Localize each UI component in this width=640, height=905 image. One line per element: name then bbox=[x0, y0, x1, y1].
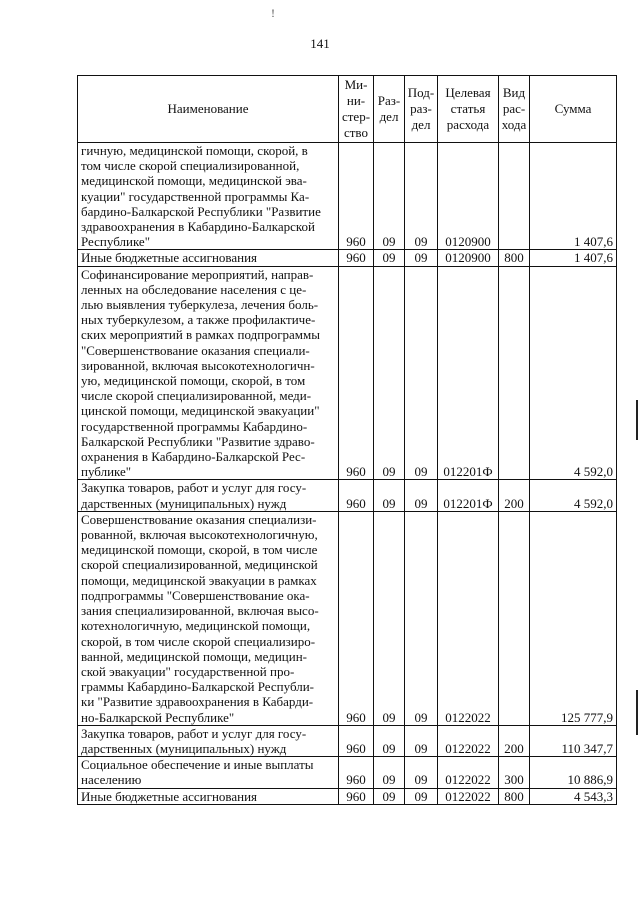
row-target-article: 0122022 bbox=[438, 725, 499, 756]
row-name-line: Республике" bbox=[81, 234, 151, 250]
row-name bbox=[78, 788, 339, 804]
row-name-line: публике" bbox=[81, 464, 132, 480]
row-name-line: ки "Развитие здравоохранения в Кабарди- bbox=[81, 694, 314, 710]
header-line: Целевая bbox=[445, 85, 491, 100]
row-name-line: населению bbox=[81, 772, 142, 788]
row-section: 09 bbox=[374, 788, 405, 804]
scan-edge-mark bbox=[636, 690, 638, 735]
row-name-line: помощи, медицинской эвакуации в рамках bbox=[81, 572, 317, 588]
row-section: 09 bbox=[374, 725, 405, 756]
header-line: Вид bbox=[502, 85, 526, 100]
row-section: 09 bbox=[374, 480, 405, 511]
row-section: 09 bbox=[374, 143, 405, 250]
row-name-line: Социальное обеспечение и иные выплаты bbox=[81, 757, 314, 773]
row-ministry: 960 bbox=[339, 143, 374, 250]
row-expense-type bbox=[499, 266, 530, 480]
row-section: 09 bbox=[374, 266, 405, 480]
table-row bbox=[78, 250, 617, 266]
budget-table bbox=[77, 75, 617, 805]
row-sum: 10 886,9 bbox=[530, 757, 617, 788]
row-subsection: 09 bbox=[405, 511, 438, 725]
row-name-line: зированной, включая высокотехнологичн- bbox=[81, 357, 315, 373]
row-name-line: Балкарской Республики "Развитие здраво- bbox=[81, 433, 315, 449]
header-line: ство bbox=[343, 125, 368, 140]
header-line: рас- bbox=[502, 101, 526, 116]
row-name-line: рованной, включая высокотехнологичную, bbox=[81, 527, 318, 543]
header-subsection bbox=[405, 76, 438, 143]
table-row bbox=[78, 480, 617, 511]
header-line: ни- bbox=[346, 93, 366, 108]
row-expense-type bbox=[499, 511, 530, 725]
row-name-line: ской эвакуации" государственной про- bbox=[81, 663, 295, 679]
scan-edge-mark bbox=[636, 400, 638, 440]
header-line: дел bbox=[411, 117, 431, 132]
table-row bbox=[78, 757, 617, 788]
row-expense-type: 200 bbox=[499, 725, 530, 756]
row-name bbox=[78, 480, 339, 511]
row-ministry: 960 bbox=[339, 250, 374, 266]
header-target-article bbox=[438, 76, 499, 143]
row-expense-type: 300 bbox=[499, 757, 530, 788]
row-sum: 1 407,6 bbox=[530, 250, 617, 266]
header-sum: Сумма bbox=[530, 76, 617, 143]
row-subsection: 09 bbox=[405, 266, 438, 480]
row-ministry: 960 bbox=[339, 480, 374, 511]
row-ministry: 960 bbox=[339, 511, 374, 725]
row-name-line: медицинской помощи, скорой, в том числе bbox=[81, 542, 318, 558]
header-line: дел bbox=[379, 109, 399, 124]
row-name bbox=[78, 725, 339, 756]
row-sum: 4 592,0 bbox=[530, 266, 617, 480]
header-line: стер- bbox=[341, 109, 371, 124]
row-name-line: медицинской помощи, медицинской эва- bbox=[81, 173, 307, 189]
row-ministry: 960 bbox=[339, 788, 374, 804]
row-name-line: здравоохранения в Кабардино-Балкарской bbox=[81, 219, 315, 235]
header-line: Раз- bbox=[377, 93, 401, 108]
row-section: 09 bbox=[374, 757, 405, 788]
header-ministry bbox=[339, 76, 374, 143]
row-name-line: числе скорой специализированной, меди- bbox=[81, 388, 312, 404]
row-sum: 4 592,0 bbox=[530, 480, 617, 511]
table-row bbox=[78, 143, 617, 250]
row-ministry: 960 bbox=[339, 757, 374, 788]
header-line: раз- bbox=[410, 101, 432, 116]
header-line: хода bbox=[501, 117, 527, 132]
row-sum: 4 543,3 bbox=[530, 788, 617, 804]
row-subsection: 09 bbox=[405, 143, 438, 250]
row-expense-type: 800 bbox=[499, 250, 530, 266]
row-target-article: 012201Ф bbox=[438, 266, 499, 480]
row-target-article: 0120900 bbox=[438, 143, 499, 250]
table-row bbox=[78, 725, 617, 756]
row-target-article: 0122022 bbox=[438, 511, 499, 725]
row-name bbox=[78, 511, 339, 725]
header-section bbox=[374, 76, 405, 143]
row-name-line: Закупка товаров, работ и услуг для госу- bbox=[81, 480, 307, 496]
header-line: Ми- bbox=[344, 77, 368, 92]
row-name-line: дарственных (муниципальных) нужд bbox=[81, 740, 287, 756]
row-ministry: 960 bbox=[339, 725, 374, 756]
row-name-line: "Совершенствование оказания специали- bbox=[81, 342, 310, 358]
row-name-line: ую, медицинской помощи, скорой, в том bbox=[81, 373, 306, 389]
row-subsection: 09 bbox=[405, 250, 438, 266]
row-name-line: Софинансирование мероприятий, направ- bbox=[81, 266, 314, 282]
row-name-line: Закупка товаров, работ и услуг для госу- bbox=[81, 725, 307, 741]
row-name bbox=[78, 143, 339, 250]
row-ministry: 960 bbox=[339, 266, 374, 480]
table-row bbox=[78, 511, 617, 725]
row-name bbox=[78, 757, 339, 788]
row-name-line: ских мероприятий в рамках подпрограммы bbox=[81, 327, 320, 343]
row-section: 09 bbox=[374, 250, 405, 266]
page-mark: ! bbox=[271, 6, 275, 20]
row-subsection: 09 bbox=[405, 788, 438, 804]
row-subsection: 09 bbox=[405, 757, 438, 788]
header-line: статья bbox=[450, 101, 486, 116]
row-name-line: но-Балкарской Республике" bbox=[81, 709, 235, 725]
row-name-line: государственной программы Кабардино- bbox=[81, 418, 308, 434]
row-name-line: дарственных (муниципальных) нужд bbox=[81, 495, 287, 511]
row-name-line: том числе скорой специализированной, bbox=[81, 158, 300, 174]
row-target-article: 0122022 bbox=[438, 788, 499, 804]
header-name: Наименование bbox=[78, 76, 339, 143]
row-expense-type: 800 bbox=[499, 788, 530, 804]
row-name-line: Совершенствование оказания специализи- bbox=[81, 511, 317, 527]
row-name-line: охранения в Кабардино-Балкарской Рес- bbox=[81, 449, 306, 465]
row-name-line: зания специализированной, включая высо- bbox=[81, 603, 319, 619]
row-name-line: лью выявления туберкулеза, лечения боль- bbox=[81, 297, 319, 313]
row-name-line: граммы Кабардино-Балкарской Республи- bbox=[81, 679, 315, 695]
row-name-line: бардино-Балкарской Республики "Развитие bbox=[81, 203, 321, 219]
row-name bbox=[78, 266, 339, 480]
row-subsection: 09 bbox=[405, 480, 438, 511]
row-name-line: ных туберкулезом, а также профилактиче- bbox=[81, 312, 316, 328]
row-name-line: куации" государственной программы Ка- bbox=[81, 188, 310, 204]
row-name bbox=[78, 250, 339, 266]
row-name-line: скорой, в том числе скорой специализиро- bbox=[81, 633, 316, 649]
row-name-line: Иные бюджетные ассигнования bbox=[81, 250, 258, 266]
row-target-article: 012201Ф bbox=[438, 480, 499, 511]
row-name-line: ленных на обследование населения с це- bbox=[81, 281, 307, 297]
header-line: расхода bbox=[446, 117, 490, 132]
row-name-line: гичную, медицинской помощи, скорой, в bbox=[81, 143, 308, 158]
table-row bbox=[78, 788, 617, 804]
row-sum: 125 777,9 bbox=[530, 511, 617, 725]
row-sum: 1 407,6 bbox=[530, 143, 617, 250]
row-target-article: 0122022 bbox=[438, 757, 499, 788]
row-target-article: 0120900 bbox=[438, 250, 499, 266]
page-number: 141 bbox=[310, 36, 330, 51]
row-subsection: 09 bbox=[405, 725, 438, 756]
header-line: Под- bbox=[407, 85, 435, 100]
table-row bbox=[78, 266, 617, 480]
row-name-line: скорой специализированной, медицинской bbox=[81, 557, 318, 573]
row-expense-type bbox=[499, 143, 530, 250]
row-name-line: цинской помощи, медицинской эвакуации" bbox=[81, 403, 320, 419]
row-name-line: подпрограммы "Совершенствование ока- bbox=[81, 587, 310, 603]
header-expense-type bbox=[499, 76, 530, 143]
row-name-line: котехнологичную, медицинской помощи, bbox=[81, 618, 311, 634]
row-expense-type: 200 bbox=[499, 480, 530, 511]
row-name-line: ванной, медицинской помощи, медицин- bbox=[81, 648, 308, 664]
row-name-line: Иные бюджетные ассигнования bbox=[81, 788, 258, 804]
header-row bbox=[78, 76, 617, 143]
row-sum: 110 347,7 bbox=[530, 725, 617, 756]
row-section: 09 bbox=[374, 511, 405, 725]
